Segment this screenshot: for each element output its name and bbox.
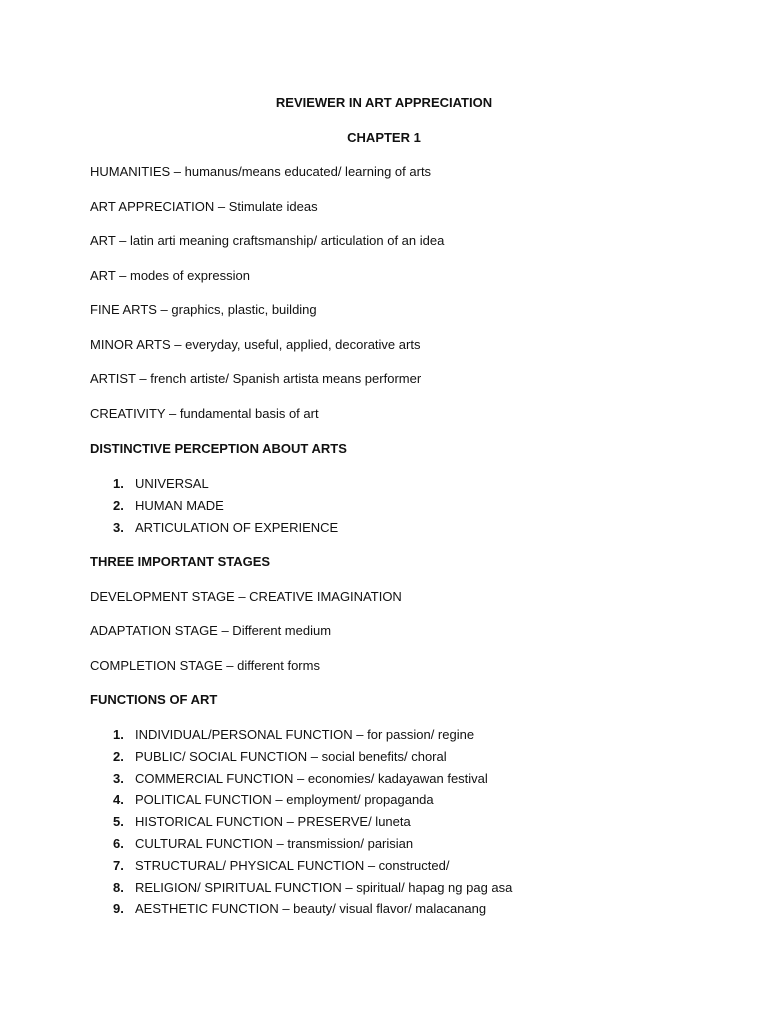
list-item bbox=[113, 476, 338, 498]
list-number: 7. bbox=[113, 857, 124, 873]
list-item bbox=[113, 858, 512, 880]
list-item-text: INDIVIDUAL/PERSONAL FUNCTION – for passion/ regine bbox=[135, 727, 475, 742]
list-number: 4. bbox=[113, 792, 124, 808]
list-item-text: ARTICULATION OF EXPERIENCE bbox=[135, 519, 339, 535]
list-number: 6. bbox=[113, 835, 124, 851]
list-number: 2. bbox=[113, 748, 124, 764]
list-item-text: PUBLIC/ SOCIAL FUNCTION – social benefits/ choral bbox=[135, 748, 447, 764]
list-item-text: UNIVERSAL bbox=[135, 476, 209, 491]
list-number: 3. bbox=[113, 519, 124, 535]
list-item bbox=[113, 792, 512, 814]
functions-heading: FUNCTIONS OF ART bbox=[90, 692, 218, 707]
list-item bbox=[113, 836, 512, 858]
stage-adaptation: ADAPTATION STAGE – Different medium bbox=[90, 623, 332, 638]
list-item bbox=[113, 771, 512, 793]
list-number: 9. bbox=[113, 901, 124, 917]
list-number: 3. bbox=[113, 770, 124, 786]
definition-art-latin: ART – latin arti meaning craftsmanship/ articulation of an idea bbox=[90, 233, 445, 248]
list-item bbox=[113, 498, 338, 520]
perception-list bbox=[113, 476, 338, 541]
perception-heading: DISTINCTIVE PERCEPTION ABOUT ARTS bbox=[90, 441, 347, 456]
list-item bbox=[113, 901, 512, 923]
definition-minor-arts: MINOR ARTS – everyday, useful, applied, decorative arts bbox=[90, 337, 421, 352]
list-item bbox=[113, 814, 512, 836]
list-item-text: RELIGION/ SPIRITUAL FUNCTION – spiritual/ hapag ng pag asa bbox=[135, 879, 513, 895]
list-item-text: COMMERCIAL FUNCTION – economies/ kadayawan festival bbox=[135, 770, 488, 786]
list-number: 1. bbox=[113, 727, 124, 742]
list-item bbox=[113, 727, 512, 749]
list-number: 1. bbox=[113, 476, 124, 491]
list-item-text: CULTURAL FUNCTION – transmission/ parisian bbox=[135, 835, 414, 851]
list-number: 8. bbox=[113, 879, 124, 895]
stages-heading: THREE IMPORTANT STAGES bbox=[90, 554, 271, 569]
functions-list bbox=[113, 727, 512, 923]
definition-artist: ARTIST – french artiste/ Spanish artista means performer bbox=[90, 371, 422, 386]
list-number: 5. bbox=[113, 814, 124, 830]
document-title: REVIEWER IN ART APPRECIATION bbox=[275, 95, 493, 110]
stage-completion: COMPLETION STAGE – different forms bbox=[90, 658, 320, 673]
definition-art-appreciation: ART APPRECIATION – Stimulate ideas bbox=[90, 199, 318, 214]
list-number: 2. bbox=[113, 497, 124, 513]
list-item-text: HUMAN MADE bbox=[135, 497, 224, 513]
chapter-heading: CHAPTER 1 bbox=[347, 130, 421, 145]
list-item-text: POLITICAL FUNCTION – employment/ propaganda bbox=[135, 792, 434, 808]
list-item-text: STRUCTURAL/ PHYSICAL FUNCTION – constructed/ bbox=[135, 857, 450, 873]
definition-humanities: HUMANITIES – humanus/means educated/ learning of arts bbox=[90, 164, 432, 179]
list-item bbox=[113, 749, 512, 771]
list-item-text: AESTHETIC FUNCTION – beauty/ visual flavor/ malacanang bbox=[135, 901, 487, 917]
list-item bbox=[113, 880, 512, 902]
definition-fine-arts: FINE ARTS – graphics, plastic, building bbox=[90, 302, 317, 317]
list-item-text: HISTORICAL FUNCTION – PRESERVE/ luneta bbox=[135, 814, 411, 830]
stage-development: DEVELOPMENT STAGE – CREATIVE IMAGINATION bbox=[90, 589, 402, 604]
definition-creativity: CREATIVITY – fundamental basis of art bbox=[90, 406, 319, 421]
list-item bbox=[113, 520, 338, 542]
definition-art-modes: ART – modes of expression bbox=[90, 268, 250, 283]
